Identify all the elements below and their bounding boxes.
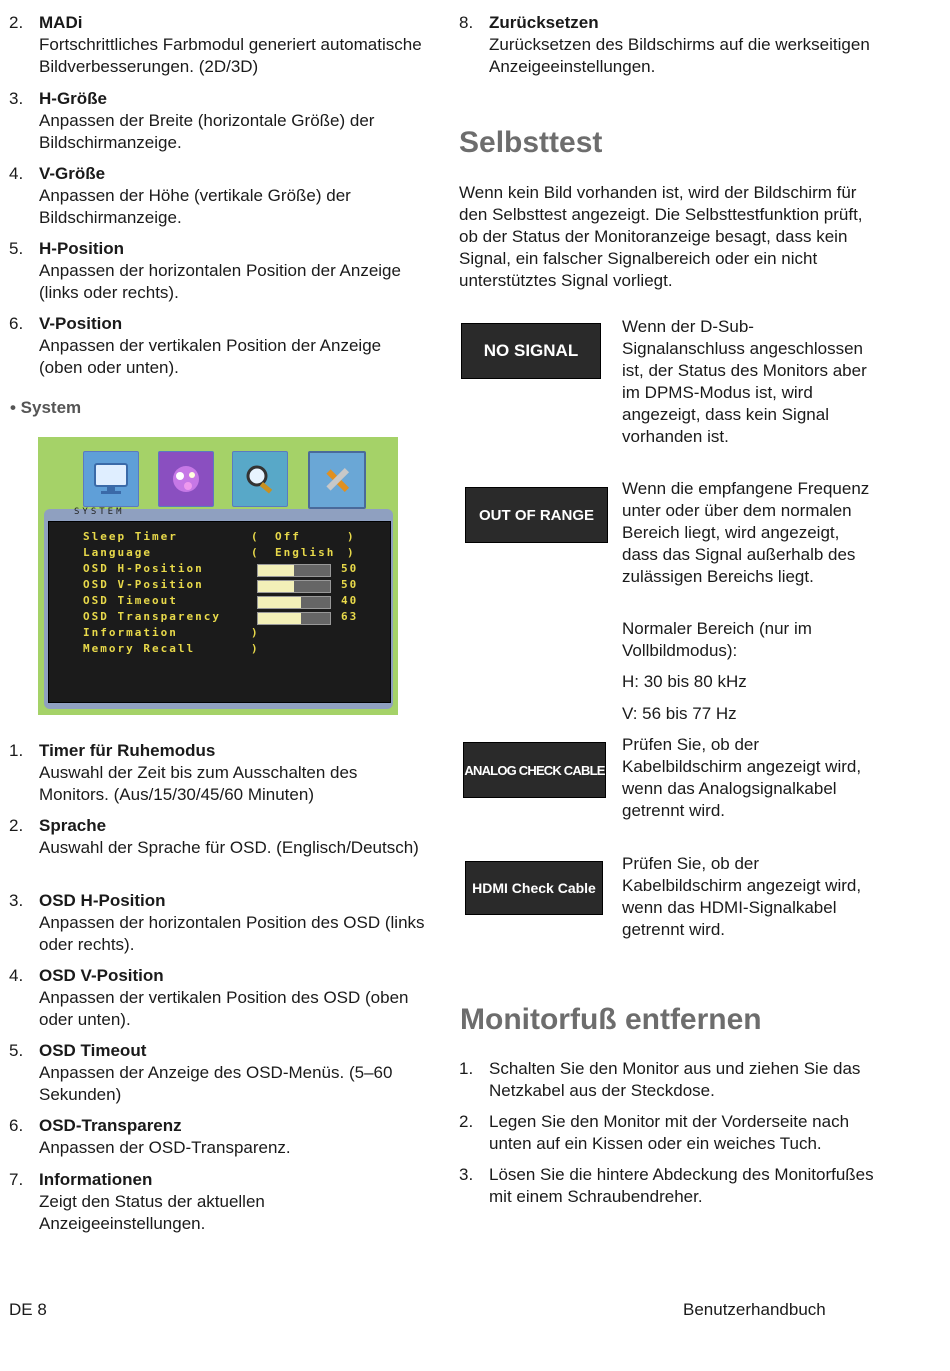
osd-row-label: Language (83, 546, 152, 559)
item-title: MADi (39, 13, 83, 32)
item-description: Anpassen der vertikalen Position des OSD (oben oder unten). (39, 988, 409, 1029)
osd-bracket: ) (347, 546, 356, 559)
item-title: Timer für Ruhemodus (39, 741, 216, 760)
item-title: Sprache (39, 816, 107, 835)
item-title: H-Größe (39, 89, 107, 108)
osd-row-label: OSD Timeout (83, 594, 178, 607)
item-description: Auswahl der Zeit bis zum Ausschalten des Monitors. (Aus/15/30/45/60 Minuten) (39, 763, 358, 804)
hdmi-check-cable-description: Prüfen Sie, ob der Kabelbildschirm angezeigt wird, wenn das HDMI-Signalkabel getrennt wird. (622, 854, 862, 939)
item-number: 6. (9, 1116, 24, 1135)
item-title: OSD-Transparenz (39, 1116, 182, 1135)
osd-row-label: OSD V-Position (83, 578, 204, 591)
item-title: OSD Timeout (39, 1041, 147, 1060)
item-number: 8. (459, 13, 474, 32)
osd-value: 50 (341, 578, 359, 591)
item-description: Zeigt den Status der aktuellen Anzeigeeinstellungen. (39, 1192, 265, 1233)
osd-bracket: ( (251, 546, 260, 559)
item-number: 1. (9, 741, 24, 760)
item-description: Anpassen der Breite (horizontale Größe) der Bildschirmanzeige. (39, 111, 375, 152)
item-number: 2. (9, 816, 24, 835)
section-heading-monitorfuss: Monitorfuß entfernen (460, 1003, 762, 1036)
osd-row-label: Memory Recall (83, 642, 196, 655)
osd-value: 63 (341, 610, 359, 623)
osd-level-bar (257, 580, 331, 593)
normal-range-v: V: 56 bis 77 Hz (622, 704, 737, 723)
step-text: Schalten Sie den Monitor aus und ziehen Sie das Netzkabel aus der Steckdose. (489, 1059, 861, 1100)
item-title: OSD H-Position (39, 891, 166, 910)
osd-level-bar (257, 596, 331, 609)
step-number: 1. (459, 1059, 474, 1078)
monitor-icon (83, 451, 139, 507)
osd-screenshot (38, 437, 398, 715)
osd-bracket: ) (347, 530, 356, 543)
item-title: OSD V-Position (39, 966, 164, 985)
item-number: 2. (9, 13, 24, 32)
step-text: Lösen Sie die hintere Abdeckung des Monitorfußes mit einem Schraubendreher. (489, 1165, 874, 1206)
normal-range-title: Normaler Bereich (nur im Vollbildmodus): (622, 619, 812, 660)
item-title: Informationen (39, 1170, 153, 1189)
item-description: Zurücksetzen des Bildschirms auf die werkseitigen Anzeigeeinstellungen. (489, 35, 870, 76)
item-description: Anpassen der horizontalen Position des OSD (links oder rechts). (39, 913, 425, 954)
item-number: 6. (9, 314, 24, 333)
item-number: 7. (9, 1170, 24, 1189)
item-number: 5. (9, 239, 24, 258)
osd-level-bar (257, 612, 331, 625)
item-description: Anpassen der horizontalen Position der Anzeige (links oder rechts). (39, 261, 401, 302)
item-description: Anpassen der vertikalen Position der Anzeige (oben oder unten). (39, 336, 382, 377)
item-number: 3. (9, 89, 24, 108)
item-title: H-Position (39, 239, 124, 258)
item-number: 4. (9, 164, 24, 183)
osd-row-label: Sleep Timer (83, 530, 178, 543)
item-description: Anpassen der Anzeige des OSD-Menüs. (5–60 Sekunden) (39, 1063, 393, 1104)
item-number: 4. (9, 966, 24, 985)
osd-row-label: OSD H-Position (83, 562, 204, 575)
item-description: Auswahl der Sprache für OSD. (Englisch/Deutsch) (39, 838, 419, 857)
osd-header: SYSTEM (74, 507, 125, 517)
step-number: 2. (459, 1112, 474, 1131)
tools-icon (308, 451, 366, 509)
selftest-intro: Wenn kein Bild vorhanden ist, wird der Bildschirm für den Selbsttest angezeigt. Die Selbsttestfunktion prüft, ob der Status der Monitoranzeige besagt, dass kein Signal, ein falscher Signalbereich oder ein nicht unterstütztes Signal vorliegt. (459, 183, 863, 290)
footer-title: Benutzerhandbuch (683, 1300, 826, 1319)
osd-level-bar (257, 564, 331, 577)
normal-range-h: H: 30 bis 80 kHz (622, 672, 747, 691)
osd-row-label: Information (83, 626, 178, 639)
osd-arrow: ) (251, 642, 260, 655)
item-title: V-Position (39, 314, 123, 333)
item-description: Anpassen der OSD-Transparenz. (39, 1138, 291, 1157)
item-description: Anpassen der Höhe (vertikale Größe) der Bildschirmanzeige. (39, 186, 351, 227)
osd-bracket: ( (251, 530, 260, 543)
analog-check-cable-badge: ANALOG CHECK CABLE (463, 742, 606, 798)
hdmi-check-cable-badge: HDMI Check Cable (465, 861, 603, 915)
osd-value: English (275, 546, 336, 559)
item-number: 3. (9, 891, 24, 910)
item-title: V-Größe (39, 164, 106, 183)
analog-check-cable-description: Prüfen Sie, ob der Kabelbildschirm angezeigt wird, wenn das Analogsignalkabel getrennt wird. (622, 735, 862, 820)
osd-value: 40 (341, 594, 359, 607)
osd-arrow: ) (251, 626, 260, 639)
section-heading-selbsttest: Selbsttest (459, 126, 603, 159)
page-number: DE 8 (9, 1300, 47, 1319)
no-signal-description: Wenn der D-Sub-Signalanschluss angeschlossen ist, der Status des Monitors aber im DPMS-Modus ist, wird angezeigt, dass kein Signal vorhanden ist. (622, 317, 867, 446)
magnifier-icon (232, 451, 288, 507)
step-text: Legen Sie den Monitor mit der Vorderseite nach unten auf ein Kissen oder ein weiches Tuch. (489, 1112, 850, 1153)
item-number: 5. (9, 1041, 24, 1060)
out-of-range-badge: OUT OF RANGE (465, 487, 608, 543)
osd-value: Off (275, 530, 301, 543)
step-number: 3. (459, 1165, 474, 1184)
item-description: Fortschrittliches Farbmodul generiert automatische Bildverbesserungen. (2D/3D) (39, 35, 422, 76)
osd-value: 50 (341, 562, 359, 575)
osd-menu-panel (44, 509, 393, 709)
osd-row-label: OSD Transparency (83, 610, 221, 623)
no-signal-badge: NO SIGNAL (461, 323, 601, 379)
section-heading-system: • System (10, 398, 82, 417)
color-icon (158, 451, 214, 507)
item-title: Zurücksetzen (489, 13, 599, 32)
osd-menu-body (48, 521, 391, 703)
out-of-range-description: Wenn die empfangene Frequenz unter oder über dem normalen Bereich liegt, wird angezeigt, dass das Signal außerhalb des zulässigen Bereichs liegt. (622, 479, 870, 586)
